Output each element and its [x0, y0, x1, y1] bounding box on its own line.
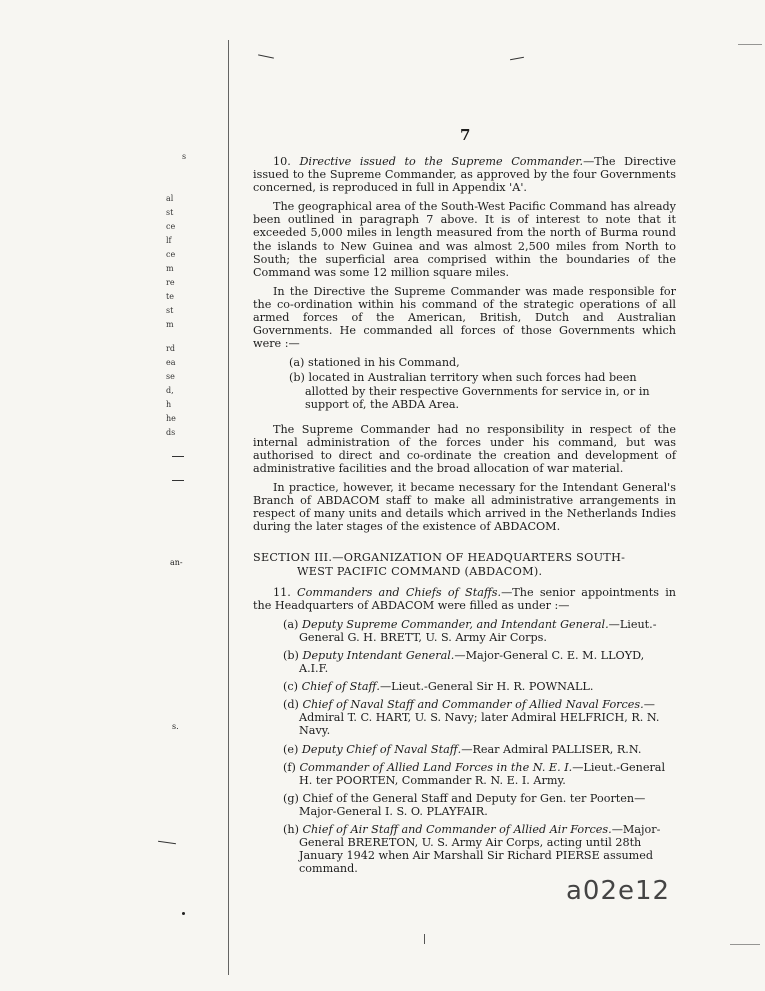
item-letter: (h) [283, 823, 299, 837]
paragraph-text: —The senior appointments in the Headquarters of ABDACOM were filled as under :— [253, 585, 676, 612]
appointment-item [283, 649, 676, 675]
paragraph-heading: Directive issued to the Supreme Commander. [299, 155, 584, 168]
appointment-holder: —Rear Admiral PALLISER, R.N. [461, 742, 642, 756]
appointment-holder: —Major-General C. E. M. LLOYD, A.I.F. [299, 649, 645, 676]
scan-mark [258, 54, 274, 58]
margin-fragment: an- [170, 558, 183, 567]
margin-fragment: al [166, 194, 174, 203]
item-letter: (d) [283, 698, 299, 712]
margin-fragment: st [166, 306, 174, 315]
appointment-holder: —Lieut.-General Sir H. R. POWNALL. [379, 680, 594, 694]
item-letter: (e) [283, 742, 299, 756]
appointment-holder: —Major-General BRERETON, U. S. Army Air Corps, acting until 28th January 1942 when Air Marshall Sir Richard PIERSE assumed command. [299, 823, 661, 876]
paragraph-10 [253, 155, 676, 194]
forces-list [289, 356, 676, 410]
margin-dot [182, 912, 185, 915]
item-letter: (c) [283, 680, 298, 694]
margin-fragment: m [166, 320, 174, 329]
paragraph-number: 11. [273, 585, 291, 599]
section-heading [253, 551, 676, 577]
appointment-title: Chief of Staff. [301, 680, 380, 694]
item-letter: (b) [283, 649, 299, 662]
margin-fragment: rd [166, 344, 175, 353]
margin-fragment: ce [166, 250, 176, 259]
margin-dash [172, 456, 184, 457]
list-item: (b) located in Australian territory when such forces had been allotted by their respective Governments for service in, or in support of, the ABDA Area. [289, 371, 650, 411]
appointments-list [283, 618, 676, 876]
appointment-holder: Chief of the General Staff and Deputy for Gen. ter Poorten—Major-General I. S. O. PLAYFAIR. [299, 791, 646, 818]
paragraph-directive: In the Directive the Supreme Commander was made responsible for the co-ordination within his command of the strategic operations of all armed forces of the American, British, Dutch and Australian Governments. He commanded all forces of those Governments which were :— [253, 284, 676, 351]
paragraph-11 [253, 586, 676, 612]
appointment-item [283, 792, 676, 818]
appointment-item [283, 823, 676, 875]
list-item: (a) stationed in his Command, [289, 356, 460, 370]
margin-fragment: he [166, 414, 176, 423]
scan-mark [510, 57, 524, 60]
paragraph-number: 10. [273, 155, 291, 168]
margin-fragment: ea [166, 358, 176, 367]
document-body [253, 155, 676, 880]
appointment-title: Deputy Supreme Commander, and Intendant General. [301, 617, 609, 631]
section-heading-line: WEST PACIFIC COMMAND (ABDACOM). [297, 564, 543, 578]
paragraph-heading: Commanders and Chiefs of Staffs. [297, 585, 502, 599]
appointment-title: Deputy Intendant General. [302, 649, 455, 662]
margin-fragment: lf [166, 236, 172, 245]
item-letter: (f) [283, 760, 296, 774]
appointment-title: Chief of Air Staff and Commander of Allied Air Forces. [302, 823, 612, 837]
margin-fragment: se [166, 372, 175, 381]
page-number: 7 [460, 126, 471, 144]
scan-mark [730, 944, 760, 945]
item-letter: (g) [283, 791, 299, 805]
appointment-item [283, 680, 676, 693]
margin-fragment: m [166, 264, 174, 273]
appointment-item [283, 743, 676, 756]
bottom-mark [424, 934, 425, 944]
paragraph-text: —The Directive issued to the Supreme Commander, as approved by the four Governments concerned, is reproduced in full in Appendix 'A'. [253, 155, 676, 195]
margin-fragment: ds [166, 428, 176, 437]
paragraph-responsibility: The Supreme Commander had no responsibility in respect of the internal administration of the forces under his command, but was authorised to direct and co-ordinate the creation and development of administrative facilities and the broad allocation of war material. [253, 422, 676, 475]
margin-dash [158, 841, 176, 844]
appointment-holder: —Admiral T. C. HART, U. S. Navy; later Admiral HELFRICH, R. N. Navy. [299, 698, 660, 738]
handwritten-note: a02e12 [566, 876, 671, 906]
appointment-title: Deputy Chief of Naval Staff. [301, 742, 462, 756]
margin-fragment: re [166, 278, 175, 287]
paragraph-geography: The geographical area of the South-West Pacific Command has already been outlined in paragraph 7 above. It is of interest to note that it exceeded 5,000 miles in length measured from the north of Burma round the islands to New Guinea and was almost 2,500 miles from North to South; the superficial area comprised within the boundaries of the Command was some 12 million square miles. [253, 200, 676, 279]
margin-fragment: d, [166, 386, 174, 395]
section-heading-line: SECTION III.—ORGANIZATION OF HEADQUARTERS SOUTH- [253, 551, 626, 565]
item-letter: (a) [283, 617, 299, 631]
appointment-holder: —Lieut.-General H. ter POORTEN, Commander R. N. E. I. Army. [299, 760, 666, 787]
appointment-holder: —Lieut.-General G. H. BRETT, U. S. Army Air Corps. [299, 617, 657, 644]
margin-fragment: st [166, 208, 174, 217]
binding-rule-line [228, 40, 229, 975]
scan-mark [738, 44, 762, 45]
appointment-item [283, 698, 676, 737]
margin-fragments [166, 150, 186, 440]
appointment-title: Commander of Allied Land Forces in the N. E. I. [299, 760, 573, 774]
margin-dash [172, 480, 184, 481]
appointment-item [283, 761, 676, 787]
margin-fragment: s [182, 152, 187, 161]
paragraph-practice: In practice, however, it became necessary for the Intendant General's Branch of ABDACOM staff to make all administrative arrangements in respect of many units and details which arrived in the Netherlands Indies during the later stages of the existence of ABDACOM. [253, 481, 676, 534]
appointment-item [283, 618, 676, 644]
margin-fragment: ce [166, 222, 176, 231]
margin-fragment: s. [172, 722, 179, 731]
appointment-title: Chief of Naval Staff and Commander of Allied Naval Forces. [302, 698, 644, 712]
margin-fragment: te [166, 292, 174, 301]
margin-fragment: h [166, 400, 172, 409]
